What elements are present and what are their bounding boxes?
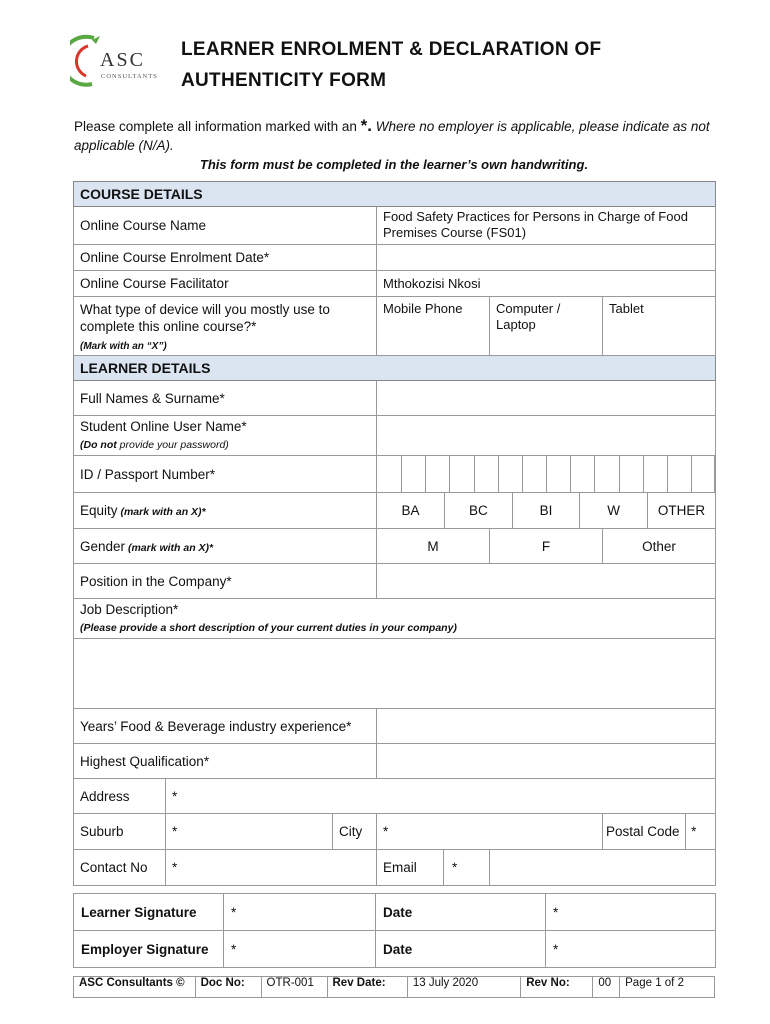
footer-revdate-value: 13 July 2020 <box>407 977 520 998</box>
postal-code-field[interactable]: * <box>685 814 715 849</box>
gender-label: Gender <box>80 538 126 554</box>
address-label: Address <box>74 779 166 814</box>
logo-text: ASC <box>100 49 145 71</box>
device-note: (Mark with an “X”) <box>80 341 167 352</box>
equity-label: Equity <box>80 503 118 518</box>
username-field[interactable] <box>377 416 716 456</box>
position-label: Position in the Company* <box>74 564 377 599</box>
footer-revdate-label: Rev Date: <box>327 977 407 998</box>
footer-doc-label: Doc No: <box>195 977 261 998</box>
course-name-label: Online Course Name <box>74 207 377 245</box>
contact-label: Contact No <box>74 850 166 886</box>
equity-option-ba[interactable]: BA <box>377 493 445 528</box>
job-description-field[interactable] <box>74 639 716 709</box>
learner-details-heading: LEARNER DETAILS <box>74 356 716 381</box>
document-footer <box>73 976 715 998</box>
suburb-field[interactable]: * <box>166 814 333 850</box>
form-title: LEARNER ENROLMENT & DECLARATION OF AUTHENTICITY FORM <box>181 39 602 91</box>
fullname-label: Full Names & Surname* <box>74 381 377 416</box>
equity-option-w[interactable]: W <box>580 493 648 528</box>
device-question: What type of device will you mostly use to complete this online course?* <box>80 302 330 334</box>
instructions-text: Please complete all information marked with an *. Where no employer is applicable, please indicate as not applicable (N/A). <box>74 116 710 153</box>
device-option-mobile[interactable]: Mobile Phone <box>377 297 490 356</box>
facilitator-label: Online Course Facilitator <box>74 271 377 297</box>
job-description-note: (Please provide a short description of your current duties in your company) <box>80 621 457 634</box>
contact-field[interactable]: * <box>166 850 377 886</box>
employer-date-field[interactable]: * <box>546 931 716 968</box>
enrolment-date-label: Online Course Enrolment Date* <box>74 245 377 271</box>
email-field-star[interactable]: * <box>443 850 489 885</box>
enrolment-date-field[interactable] <box>377 245 716 271</box>
enrolment-table: COURSE DETAILS Online Course Name Food Safety Practices for Persons in Charge of Food Premises Course (FS01) Online Course Enrolment Date* Online Course Facilitator Mthokozisi Nkosi What type of device will you mostly use to complete this online course?* (Mark with an “X”) Mobile Phone Computer / Laptop Tablet LEARNER DETAILS Full Names & Surname* Student Online User Name* (Do not provide your password) ID / Passport Number* Equity (mark with an X)* BA BC BI W OTHER Gender (mark with an X)* M F Other Position in the Company* Job Description* (Please provide a short description of your current duties in your company) Years’ Food & Beverage industry experience* Highest Qualification* Address * Suburb * City * Postal Code * Contact No * Email * <box>73 181 716 886</box>
id-label: ID / Passport Number* <box>74 456 377 493</box>
learner-date-label: Date <box>376 894 546 931</box>
device-option-tablet[interactable]: Tablet <box>603 297 716 356</box>
footer-page-number: Page 1 of 2 <box>620 977 715 998</box>
experience-label: Years’ Food & Beverage industry experience* <box>74 709 377 744</box>
gender-option-f[interactable]: F <box>490 529 603 564</box>
qualification-label: Highest Qualification* <box>74 744 377 779</box>
gender-option-m[interactable]: M <box>377 529 490 564</box>
device-option-computer[interactable]: Computer / Laptop <box>490 297 603 356</box>
company-logo <box>70 32 170 88</box>
footer-revno-label: Rev No: <box>521 977 593 998</box>
email-label: Email <box>383 860 417 875</box>
equity-option-other[interactable]: OTHER <box>657 503 706 518</box>
footer-revno-value: 00 <box>593 977 620 998</box>
fullname-field[interactable] <box>377 381 716 416</box>
employer-signature-field[interactable]: * <box>224 931 376 968</box>
gender-note: (mark with an X)* <box>125 541 214 554</box>
address-field[interactable]: * <box>166 779 716 814</box>
footer-company: ASC Consultants © <box>74 977 196 998</box>
learner-signature-label: Learner Signature <box>74 894 224 931</box>
footer-doc-value: OTR-001 <box>261 977 327 998</box>
city-label: City <box>333 814 377 850</box>
learner-signature-field[interactable]: * <box>224 894 376 931</box>
gender-option-other[interactable]: Other <box>603 529 716 564</box>
logo-subtext: CONSULTANTS <box>101 73 158 80</box>
email-field[interactable] <box>490 850 716 886</box>
qualification-field[interactable] <box>377 744 716 779</box>
equity-option-bc[interactable]: BC <box>445 493 513 528</box>
course-name-value: Food Safety Practices for Persons in Charge of Food Premises Course (FS01) <box>377 207 716 245</box>
learner-date-field[interactable]: * <box>546 894 716 931</box>
employer-date-label: Date <box>376 931 546 968</box>
experience-field[interactable] <box>377 709 716 744</box>
username-label: Student Online User Name* <box>80 418 247 434</box>
position-field[interactable] <box>377 564 716 599</box>
postal-code-label: Postal Code <box>606 824 680 839</box>
facilitator-value: Mthokozisi Nkosi <box>377 271 716 297</box>
course-details-heading: COURSE DETAILS <box>74 182 716 207</box>
signature-table <box>73 893 716 968</box>
equity-note: (mark with an X)* <box>117 506 206 518</box>
city-field[interactable]: * <box>377 814 603 850</box>
equity-option-bi[interactable]: BI <box>512 493 580 528</box>
handwriting-note: This form must be completed in the learner’s own handwriting. <box>199 157 589 172</box>
job-description-label: Job Description* <box>80 601 179 617</box>
id-number-boxes[interactable] <box>377 456 716 493</box>
employer-signature-label: Employer Signature <box>74 931 224 968</box>
suburb-label: Suburb <box>74 814 166 850</box>
